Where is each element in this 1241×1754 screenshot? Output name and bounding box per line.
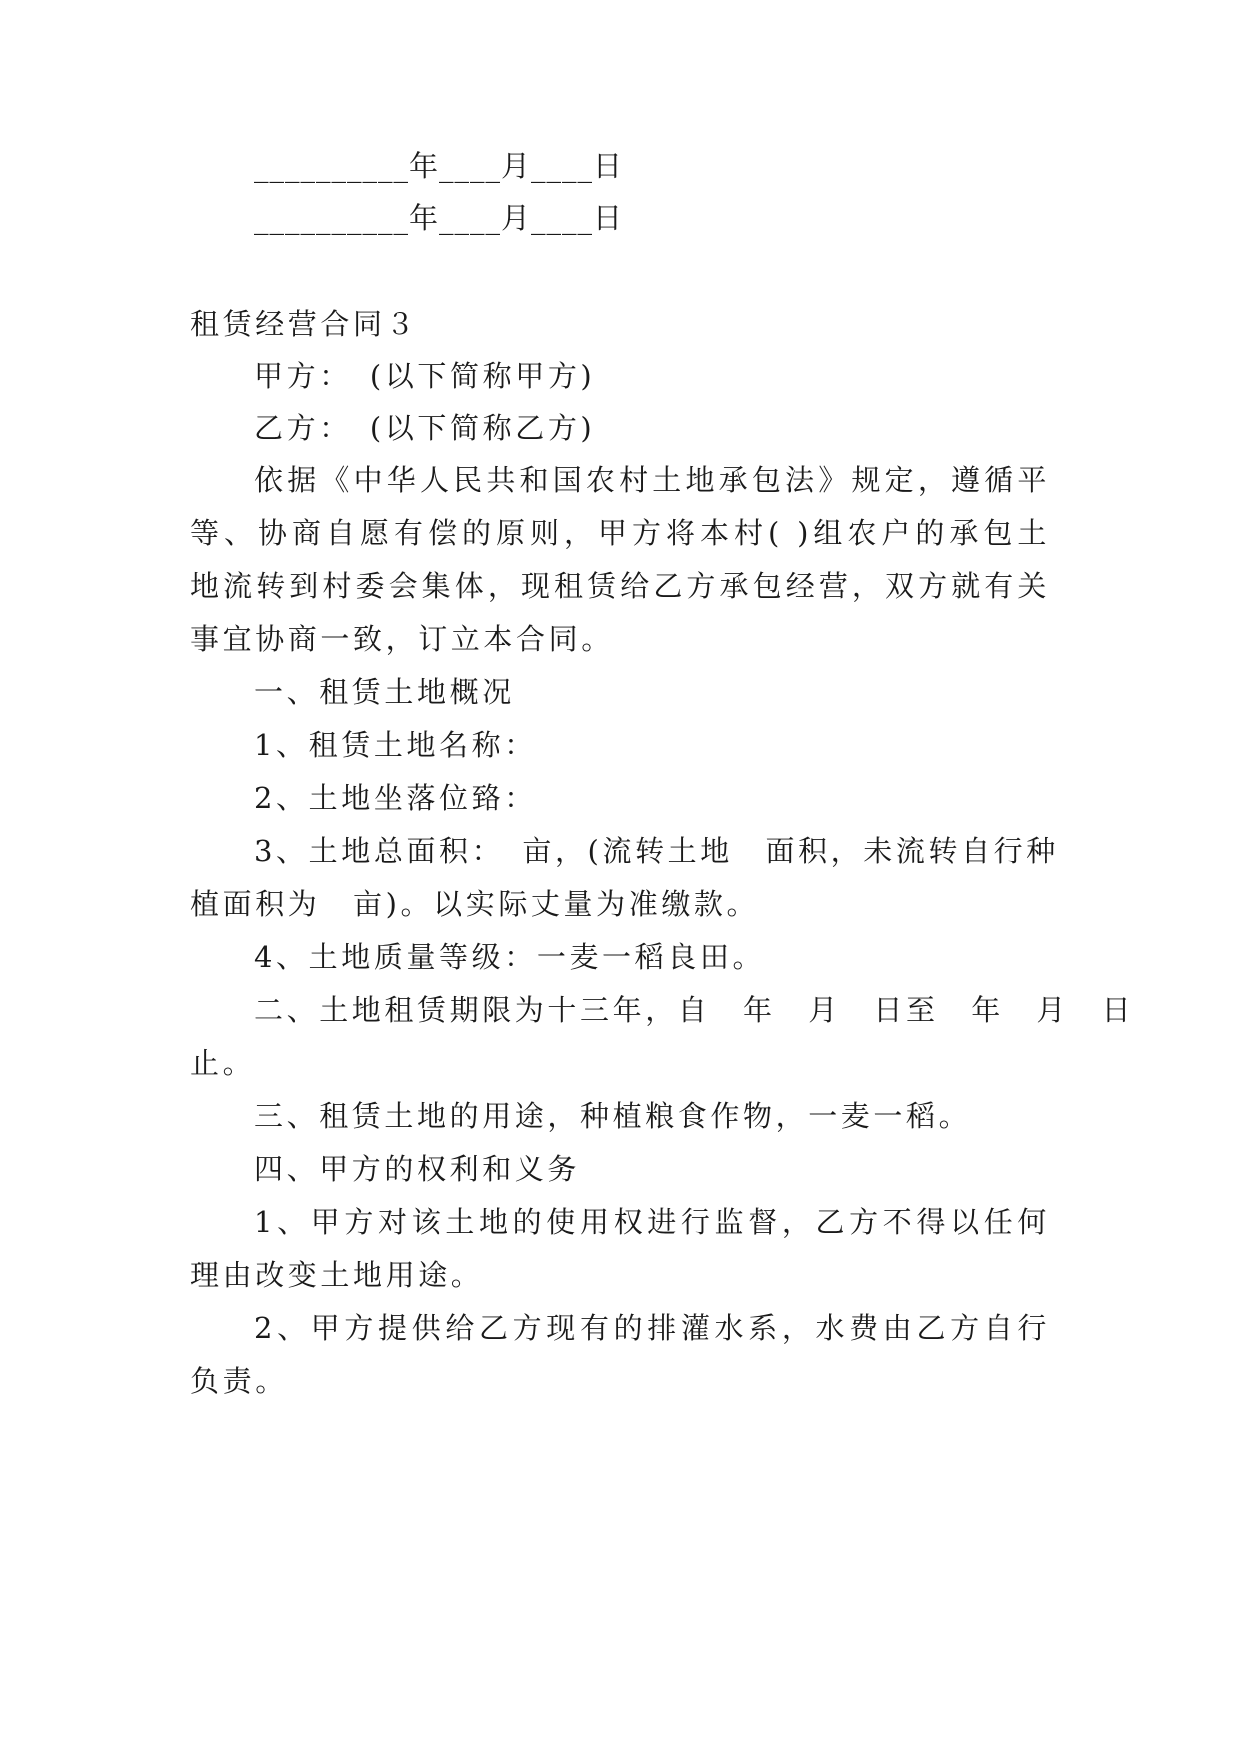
party-b-line: 乙方： (以下简称乙方) xyxy=(254,411,596,445)
intro-line-1: 依据《中华人民共和国农村土地承包法》规定，遵循平 xyxy=(254,463,1050,497)
section-1-item-3-line-1: 3、土地总面积： 亩，(流转土地 面积，未流转自行种 xyxy=(254,834,1059,868)
party-a-line: 甲方： (以下简称甲方) xyxy=(254,359,596,393)
section-4-item-1-line-2: 理由改变土地用途。 xyxy=(190,1258,484,1292)
section-4-item-2-line-2: 负责。 xyxy=(190,1364,288,1398)
section-1-item-4: 4、土地质量等级：一麦一稻良田。 xyxy=(254,940,766,974)
section-3: 三、租赁土地的用途，种植粮食作物，一麦一稻。 xyxy=(254,1099,972,1133)
section-1-item-3-line-2: 植面积为 亩)。以实际丈量为准缴款。 xyxy=(190,887,760,921)
section-1-heading: 一、租赁土地概况 xyxy=(254,675,515,709)
intro-line-4: 事宜协商一致，订立本合同。 xyxy=(190,622,614,656)
intro-line-2: 等、协商自愿有偿的原则，甲方将本村( )组农户的承包土 xyxy=(190,516,1050,550)
section-2-line-1: 二、土地租赁期限为十三年，自 年 月 日至 年 月 日 xyxy=(254,993,1135,1027)
intro-line-3: 地流转到村委会集体，现租赁给乙方承包经营，双方就有关 xyxy=(190,569,1050,603)
section-4-item-2-line-1: 2、甲方提供给乙方现有的排灌水系，水费由乙方自行 xyxy=(254,1311,1050,1345)
section-4-heading: 四、甲方的权利和义务 xyxy=(254,1152,581,1186)
date-line-2: __________年____月____日 xyxy=(254,201,624,235)
date-line-1: __________年____月____日 xyxy=(254,149,624,183)
section-1-item-2: 2、土地坐落位臵： xyxy=(254,781,537,815)
section-2-line-2: 止。 xyxy=(190,1046,256,1080)
section-1-item-1: 1、租赁土地名称： xyxy=(254,728,537,762)
contract-title: 租赁经营合同３ xyxy=(190,307,419,341)
section-4-item-1-line-1: 1、甲方对该土地的使用权进行监督，乙方不得以任何 xyxy=(254,1205,1050,1239)
